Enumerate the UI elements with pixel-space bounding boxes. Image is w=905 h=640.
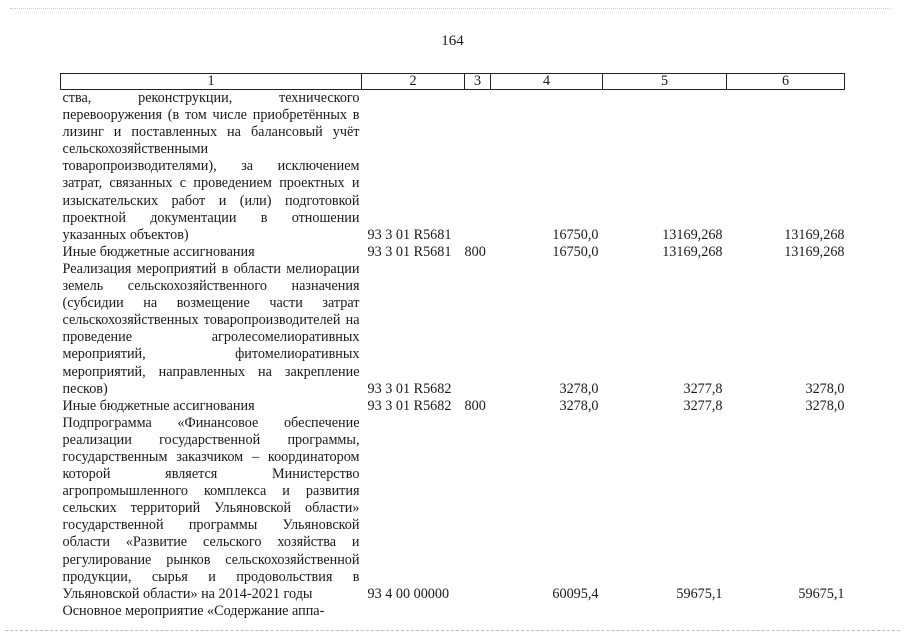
row-value-col4: 3278,0 [559, 397, 599, 414]
row-description: ства, реконструкции, технического перевооружения (в том числе приобретённых в лизинг и поставленных на балансовый учёт сельскохозяйственными товаропроизводителями), за исключением затрат, связанных с проведением проектных и изыскательских работ и (или) подготовкой проектной документации в отношении указанных объектов) [62, 90, 360, 243]
row-code: 93 3 01 R5681 [367, 226, 452, 243]
row-value-col5: 13169,268 [662, 243, 723, 260]
row-expense-type: 800 [464, 243, 486, 260]
table-header-row [61, 74, 845, 90]
row-value-col6: 59675,1 [798, 585, 845, 602]
budget-table [60, 73, 845, 620]
table-row [61, 90, 845, 244]
column-header-5: 5 [603, 74, 727, 90]
row-expense-type [465, 90, 491, 244]
row-code: 93 3 01 R5682 [367, 380, 452, 397]
row-value-col6: 3278,0 [805, 380, 845, 397]
row-value-col6: 3278,0 [805, 397, 845, 414]
row-expense-type: 800 [464, 397, 486, 414]
row-value-col5: 13169,268 [662, 226, 723, 243]
row-description: Основное мероприятие «Содержание аппа- [62, 602, 325, 619]
row-value-col6 [727, 603, 845, 620]
row-description: Иные бюджетные ассигнования [62, 397, 255, 414]
column-header-2: 2 [362, 74, 465, 90]
row-value-col5: 3277,8 [683, 380, 723, 397]
row-description: Подпрограмма «Финансовое обеспечение реализации государственной программы, государственным заказчиком – координатором которой является Министерство агропромышленного комплекса и развития сельских территорий Ульяновской области» государственной программы Ульяновской области «Развитие сельского хозяйства и регулирование рынков сельскохозяйственной продукции, сырья и продовольствия в Ульяновской области» на 2014-2021 годы [62, 414, 360, 602]
row-value-col5 [603, 603, 727, 620]
row-value-col4 [491, 603, 603, 620]
table-row [61, 244, 845, 261]
row-code [362, 603, 465, 620]
row-code: 93 4 00 00000 [367, 585, 450, 602]
row-value-col5: 59675,1 [676, 585, 723, 602]
row-value-col4: 16750,0 [552, 243, 599, 260]
row-description: Реализация мероприятий в области мелиорации земель сельскохозяйственного назначения (субсидии на возмещение части затрат сельскохозяйственных товаропроизводителей на проведение агролесомелиоративных мероприятий, фитомелиоративных мероприятий, направленных на закрепление песков) [62, 260, 360, 397]
column-header-6: 6 [727, 74, 845, 90]
row-value-col4: 60095,4 [552, 585, 599, 602]
row-value-col4: 3278,0 [559, 380, 599, 397]
row-expense-type [465, 261, 491, 398]
scan-artifact-bottom [5, 630, 900, 632]
table-row [61, 415, 845, 603]
row-code: 93 3 01 R5682 [367, 397, 452, 414]
row-value-col6: 13169,268 [784, 243, 845, 260]
row-value-col6: 13169,268 [784, 226, 845, 243]
table-row [61, 261, 845, 398]
row-value-col5: 3277,8 [683, 397, 723, 414]
table-row [61, 398, 845, 415]
row-description: Иные бюджетные ассигнования [62, 243, 255, 260]
column-header-4: 4 [491, 74, 603, 90]
page-number: 164 [441, 33, 464, 49]
column-header-3: 3 [465, 74, 491, 90]
row-value-col4: 16750,0 [552, 226, 599, 243]
table-row [61, 603, 845, 620]
row-expense-type [465, 603, 491, 620]
row-code: 93 3 01 R5681 [367, 243, 452, 260]
column-header-1: 1 [61, 74, 362, 90]
row-expense-type [465, 415, 491, 603]
scan-artifact-top [10, 8, 890, 10]
